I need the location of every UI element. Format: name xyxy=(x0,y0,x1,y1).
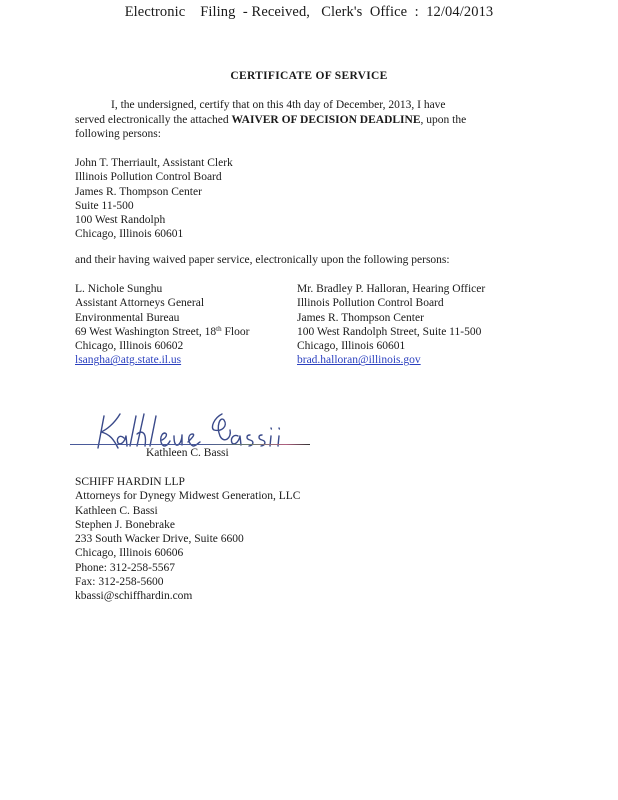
ordinal-suffix: th xyxy=(216,324,222,333)
signatory-printed-name: Kathleen C. Bassi xyxy=(146,447,229,459)
firm-line: Chicago, Illinois 60606 xyxy=(75,547,184,560)
clerk-address-line: Chicago, Illinois 60601 xyxy=(75,228,184,241)
filing-stamp-header: Electronic Filing - Received, Clerk's Office : 12/04/2013 xyxy=(124,4,494,20)
recipient-org: Illinois Pollution Control Board xyxy=(297,297,444,310)
street-floor: Floor xyxy=(221,325,250,338)
law-firm-block xyxy=(75,475,300,604)
clerk-address-line: Suite 11-500 xyxy=(75,199,134,212)
recipient-street: 100 West Randolph Street, Suite 11-500 xyxy=(297,325,482,338)
recipient-email-link[interactable]: lsangha@atg.state.il.us xyxy=(75,354,182,367)
firm-email: kbassi@schiffhardin.com xyxy=(75,590,193,603)
street-text: 69 West Washington Street, 18 xyxy=(75,325,217,338)
firm-phone: Phone: 312-258-5567 xyxy=(75,561,175,574)
intro-text-part1: I, the undersigned, certify that on this 4th day of December, 2013, I have served electronically the attached xyxy=(75,99,446,126)
left-recipient-block xyxy=(75,282,249,368)
clerk-address-line: John T. Therriault, Assistant Clerk xyxy=(75,157,233,169)
clerk-address-line: 100 West Randolph xyxy=(75,214,166,227)
right-recipient-block xyxy=(297,282,485,368)
firm-line: Kathleen C. Bassi xyxy=(75,504,158,517)
clerk-address-line: Illinois Pollution Control Board xyxy=(75,171,222,184)
recipient-city: Chicago, Illinois 60602 xyxy=(75,340,184,353)
clerk-address-line: James R. Thompson Center xyxy=(75,185,202,198)
firm-line: Attorneys for Dynegy Midwest Generation, LLC xyxy=(75,490,301,503)
recipient-name: L. Nichole Sunghu xyxy=(75,283,163,295)
recipient-title: Assistant Attorneys General xyxy=(75,297,205,310)
firm-line: 233 South Wacker Drive, Suite 6600 xyxy=(75,533,244,546)
intro-text-part2: , upon the following persons: xyxy=(75,113,467,140)
recipient-office: Environmental Bureau xyxy=(75,311,180,324)
firm-name: SCHIFF HARDIN LLP xyxy=(75,476,185,488)
recipient-email-link[interactable]: brad.halloran@illinois.gov xyxy=(297,354,421,367)
document-name-bold: WAIVER OF DECISION DEADLINE xyxy=(231,113,421,126)
firm-line: Stephen J. Bonebrake xyxy=(75,518,175,531)
recipient-city: Chicago, Illinois 60601 xyxy=(297,340,406,353)
firm-fax: Fax: 312-258-5600 xyxy=(75,576,164,589)
waived-service-text: and their having waived paper service, electronically upon the following persons: xyxy=(75,254,450,266)
certification-paragraph xyxy=(75,98,475,142)
document-title: CERTIFICATE OF SERVICE xyxy=(230,70,388,82)
clerk-address-block xyxy=(75,156,233,242)
recipient-street xyxy=(75,325,249,339)
recipient-name: Mr. Bradley P. Halloran, Hearing Officer xyxy=(297,283,486,295)
signature-line xyxy=(70,444,310,445)
recipient-building: James R. Thompson Center xyxy=(297,311,424,324)
